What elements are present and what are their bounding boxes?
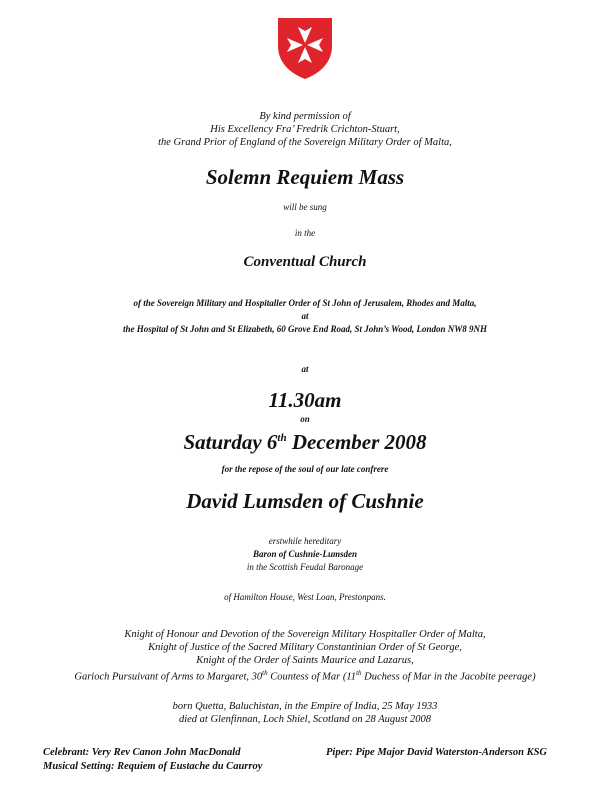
honour-line: Knight of Honour and Devotion of the Sovereign Military Hospitaller Order of Malta, xyxy=(124,629,486,640)
intro-line: By kind permission of xyxy=(259,111,351,122)
baronage-line: in the Scottish Feudal Baronage xyxy=(246,562,364,572)
life-dates xyxy=(0,700,610,726)
baron-line: Baron of Cushnie-Lumsden xyxy=(252,549,358,559)
born-line: born Quetta, Baluchistan, in the Empire of India, 25 May 1933 xyxy=(172,701,438,712)
erstwhile-line: erstwhile hereditary xyxy=(268,536,342,546)
honour-line: Knight of the Order of Saints Maurice and Lazarus, xyxy=(196,655,414,666)
hospital-address: the Hospital of St John and St Elizabeth, 60 Grove End Road, St John’s Wood, London NW8 9NH xyxy=(122,324,488,334)
service-time: 11.30am xyxy=(268,388,342,412)
honours-block xyxy=(0,628,610,684)
piper-line: Piper: Pipe Major David Waterston-Anderson KSG xyxy=(326,747,548,758)
on-line: on xyxy=(300,414,310,424)
order-line: of the Sovereign Military and Hospitaller Order of St John of Jerusalem, Rhodes and Malta, xyxy=(133,298,477,308)
will-be-sung: will be sung xyxy=(283,202,327,212)
celebrant-line: Celebrant: Very Rev Canon John MacDonald xyxy=(43,747,241,758)
maltese-cross-shield-icon xyxy=(276,16,334,80)
service-date: Saturday 6th December 2008 xyxy=(183,430,427,454)
musical-setting-line: Musical Setting: Requiem of Eustache du Caurroy xyxy=(43,761,263,772)
garioch-line: Garioch Pursuivant of Arms to Margaret, 30th Countess of Mar (11th Duchess of Mar in the Jacobite peerage) xyxy=(74,669,536,683)
church-name: Conventual Church xyxy=(243,254,367,270)
repose-line: for the repose of the soul of our late confrere xyxy=(221,464,389,474)
intro-line: the Grand Prior of England of the Sovereign Military Order of Malta, xyxy=(158,137,452,148)
honour-line: Knight of Justice of the Sacred Military Constantinian Order of St George, xyxy=(148,642,462,653)
intro-line: His Excellency Fra’ Fredrik Crichton-Stuart, xyxy=(210,124,400,135)
at-line: at xyxy=(301,364,309,374)
mass-title: Solemn Requiem Mass xyxy=(205,165,405,189)
intro-block xyxy=(0,110,610,149)
in-the: in the xyxy=(294,228,316,238)
residence-line: of Hamilton House, West Loan, Prestonpans. xyxy=(224,592,386,602)
deceased-name: David Lumsden of Cushnie xyxy=(186,489,424,513)
at-line: at xyxy=(301,311,309,321)
died-line: died at Glenfinnan, Loch Shiel, Scotland on 28 August 2008 xyxy=(178,714,432,725)
